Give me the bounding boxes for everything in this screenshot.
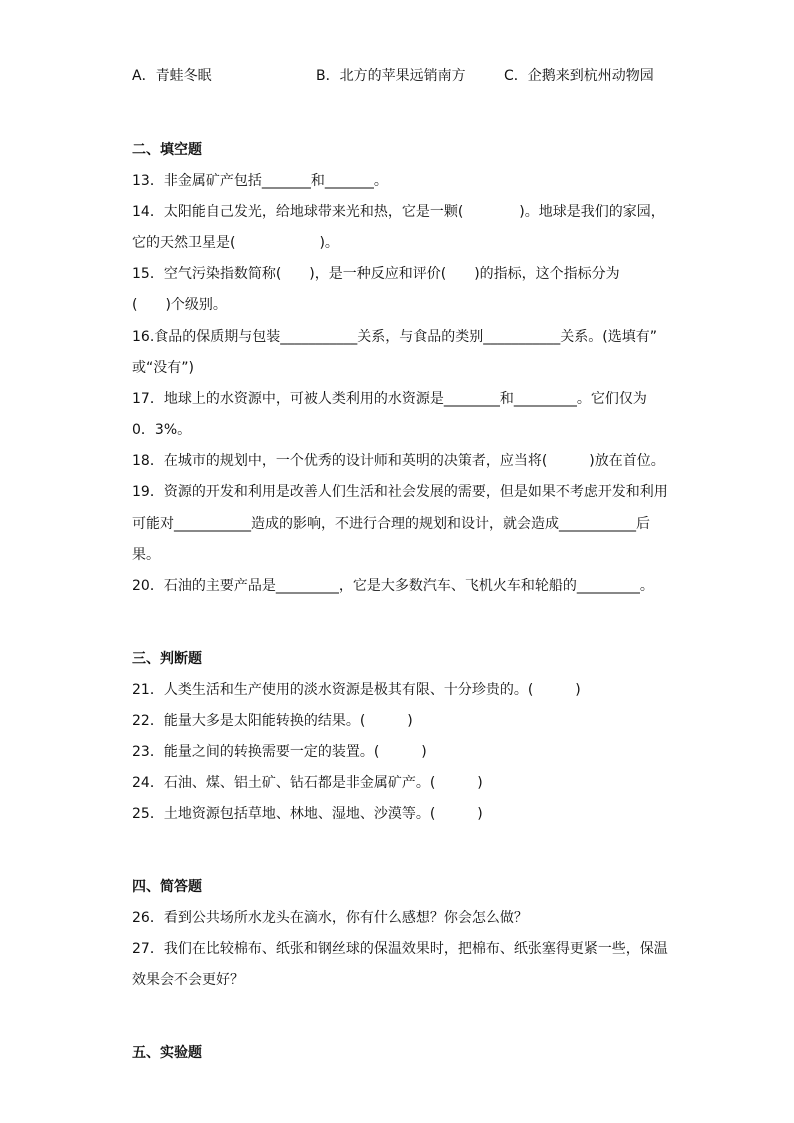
question-13: 13．非金属矿产包括_______和_______。	[132, 173, 388, 189]
question-19-line1: 19．资源的开发和利用是改善人们生活和社会发展的需要，但是如果不考虑开发和利用	[132, 484, 668, 500]
question-22: 22．能量大多是太阳能转换的结果。( )	[132, 713, 413, 729]
question-17-line1: 17．地球上的水资源中，可被人类利用的水资源是________和_________。它们仅为	[132, 391, 647, 407]
option-c: C．企鹅来到杭州动物园	[504, 68, 654, 84]
question-27-line1: 27．我们在比较棉布、纸张和钢丝球的保温效果时，把棉布、纸张塞得更紧一些，保温	[132, 941, 668, 957]
option-b: B．北方的苹果远销南方	[316, 68, 466, 84]
question-27-line2: 效果会不会更好？	[132, 972, 244, 988]
question-26: 26．看到公共场所水龙头在滴水，你有什么感想？你会怎么做？	[132, 910, 528, 926]
question-17-line2: 0．3%。	[132, 422, 192, 438]
section-heading-short: 四、简答题	[132, 879, 202, 895]
question-20: 20．石油的主要产品是_________，它是大多数汽车、飞机火车和轮船的_________。	[132, 578, 654, 594]
question-19-line3: 果。	[132, 547, 160, 563]
question-19-line2: 可能对___________造成的影响，不进行合理的规划和设计，就会造成___________后	[132, 516, 650, 532]
question-15-line1: 15．空气污染指数简称( )，是一种反应和评价( )的指标，这个指标分为	[132, 266, 620, 282]
question-14-line1: 14．太阳能自己发光，给地球带来光和热，它是一颗( )。地球是我们的家园，	[132, 204, 665, 220]
question-15-line2: ( )个级别。	[132, 297, 227, 313]
question-18: 18．在城市的规划中，一个优秀的设计师和英明的决策者，应当将( )放在首位。	[132, 453, 665, 469]
question-23: 23．能量之间的转换需要一定的装置。( )	[132, 744, 427, 760]
option-a: A．青蛙冬眠	[132, 68, 212, 84]
question-21: 21．人类生活和生产使用的淡水资源是极其有限、十分珍贵的。( )	[132, 682, 581, 698]
section-heading-judge: 三、判断题	[132, 651, 202, 667]
question-16-line1: 16.食品的保质期与包装___________关系，与食品的类别___________关系。(选填有”	[132, 329, 657, 345]
section-heading-fill: 二、填空题	[132, 142, 202, 158]
question-14-line2: 它的天然卫星是( )。	[132, 235, 339, 251]
question-24: 24．石油、煤、铝土矿、钻石都是非金属矿产。( )	[132, 775, 483, 791]
section-heading-experiment: 五、实验题	[132, 1045, 202, 1061]
question-16-line2: 或“没有”)	[132, 360, 194, 376]
question-25: 25．土地资源包括草地、林地、湿地、沙漠等。( )	[132, 806, 483, 822]
